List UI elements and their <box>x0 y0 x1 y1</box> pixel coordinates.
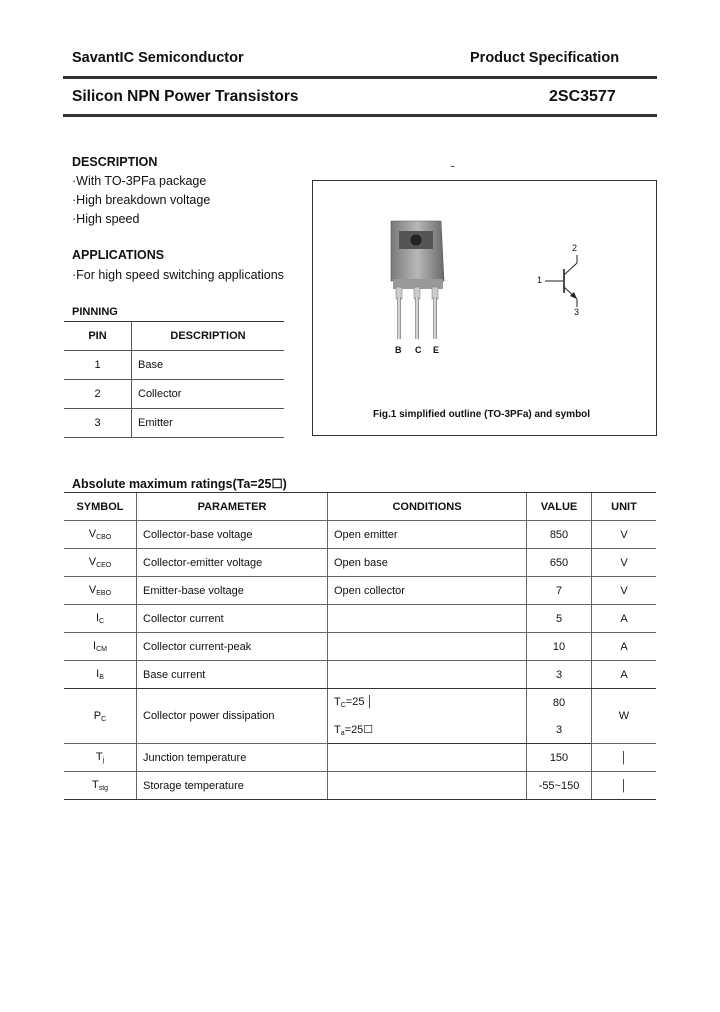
applications-title: APPLICATIONS <box>72 248 165 262</box>
header-rule-top <box>63 76 657 79</box>
pin-label-b: B <box>395 345 402 355</box>
conditions-cell <box>328 633 527 661</box>
parameter-cell: Collector current <box>137 605 328 633</box>
value-cell: 3 <box>527 716 592 744</box>
applications-item: ·For high speed switching applications <box>72 268 284 282</box>
pin-label-c: C <box>415 345 422 355</box>
table-row <box>64 351 284 380</box>
unit-cell: A <box>592 605 657 633</box>
symbol-cell: $I_B$ <box>64 661 137 689</box>
parameter-cell: Emitter-base voltage <box>137 577 328 605</box>
unit-cell: A <box>592 633 657 661</box>
description-item: ·High speed <box>72 212 140 226</box>
unit-cell: W <box>592 689 657 744</box>
value-header: VALUE <box>527 493 592 521</box>
package-outline-illustration <box>313 181 656 435</box>
conditions-cell <box>328 772 527 800</box>
symbol-label-emitter: 3 <box>574 307 580 317</box>
unit-cell: A <box>592 661 657 689</box>
value-cell: 5 <box>527 605 592 633</box>
parameter-cell: Collector-base voltage <box>137 521 328 549</box>
pin-desc-header: DESCRIPTION <box>132 322 285 351</box>
conditions-cell <box>328 744 527 772</box>
unit-cell: V <box>592 549 657 577</box>
parameter-cell: Collector-emitter voltage <box>137 549 328 577</box>
conditions-cell: Open base <box>328 549 527 577</box>
description-item: ·With TO-3PFa package <box>72 174 207 188</box>
header-rule-bottom <box>63 114 657 117</box>
symbol-cell: $V_{CBO}$ <box>64 521 137 549</box>
parameter-cell: Storage temperature <box>137 772 328 800</box>
symbol-cell: $V_{CEO}$ <box>64 549 137 577</box>
value-cell: -55~150 <box>527 772 592 800</box>
unit-cell: V <box>592 577 657 605</box>
table-row <box>64 380 284 409</box>
unit-header: UNIT <box>592 493 657 521</box>
conditions-cell: $T_C=25$ │ <box>328 689 527 717</box>
parameter-cell: Junction temperature <box>137 744 328 772</box>
table-row <box>64 772 656 800</box>
table-row <box>64 577 656 605</box>
parameter-cell: Collector power dissipation <box>137 689 328 744</box>
table-row <box>64 689 656 717</box>
table-row <box>64 409 284 438</box>
symbol-cell: $I_C$ <box>64 605 137 633</box>
value-cell: 850 <box>527 521 592 549</box>
table-row <box>64 744 656 772</box>
figure-box <box>312 180 657 436</box>
pinning-title: PINNING <box>72 306 118 318</box>
pin-number: 2 <box>64 380 132 409</box>
doc-type: Product Specification <box>470 50 620 66</box>
table-row <box>64 661 656 689</box>
symbol-label-base: 1 <box>537 275 543 285</box>
product-line: Silicon NPN Power Transistors <box>72 88 299 105</box>
conditions-cell: $T_a=25☐$ <box>328 716 527 744</box>
figure-caption: Fig.1 simplified outline (TO-3PFa) and symbol <box>373 409 591 420</box>
symbol-cell: $T_j$ <box>64 744 137 772</box>
table-row <box>64 549 656 577</box>
pin-number: 1 <box>64 351 132 380</box>
conditions-cell <box>328 661 527 689</box>
conditions-cell: Open collector <box>328 577 527 605</box>
ratings-table <box>64 492 656 800</box>
company-name: SavantIC Semiconductor <box>72 50 244 66</box>
pin-number: 3 <box>64 409 132 438</box>
description-title: DESCRIPTION <box>72 155 158 169</box>
parameter-cell: Collector current-peak <box>137 633 328 661</box>
unit-cell: │ <box>592 772 657 800</box>
figure-mark: ˜ <box>451 165 455 176</box>
value-cell: 650 <box>527 549 592 577</box>
symbol-label-collector: 2 <box>572 243 578 253</box>
pin-description: Emitter <box>132 409 285 438</box>
value-cell: 3 <box>527 661 592 689</box>
symbol-cell: $I_{CM}$ <box>64 633 137 661</box>
pin-description: Collector <box>132 380 285 409</box>
table-row <box>64 605 656 633</box>
value-cell: 150 <box>527 744 592 772</box>
value-cell: 10 <box>527 633 592 661</box>
unit-cell: │ <box>592 744 657 772</box>
pin-header: PIN <box>64 322 132 351</box>
table-row <box>64 633 656 661</box>
conditions-cell <box>328 605 527 633</box>
value-cell: 7 <box>527 577 592 605</box>
table-row <box>64 521 656 549</box>
pin-label-e: E <box>433 345 440 355</box>
description-item: ·High breakdown voltage <box>72 193 211 207</box>
symbol-cell: $P_C$ <box>64 689 137 744</box>
symbol-cell: $V_{EBO}$ <box>64 577 137 605</box>
part-number: 2SC3577 <box>549 88 616 105</box>
pin-description: Base <box>132 351 285 380</box>
parameter-header: PARAMETER <box>137 493 328 521</box>
symbol-cell: $T_{stg}$ <box>64 772 137 800</box>
parameter-cell: Base current <box>137 661 328 689</box>
pinning-table <box>64 321 284 438</box>
value-cell: 80 <box>527 689 592 717</box>
ratings-title: Absolute maximum ratings(Ta=25☐) <box>72 477 287 491</box>
symbol-header: SYMBOL <box>64 493 137 521</box>
conditions-cell: Open emitter <box>328 521 527 549</box>
conditions-header: CONDITIONS <box>328 493 527 521</box>
unit-cell: V <box>592 521 657 549</box>
